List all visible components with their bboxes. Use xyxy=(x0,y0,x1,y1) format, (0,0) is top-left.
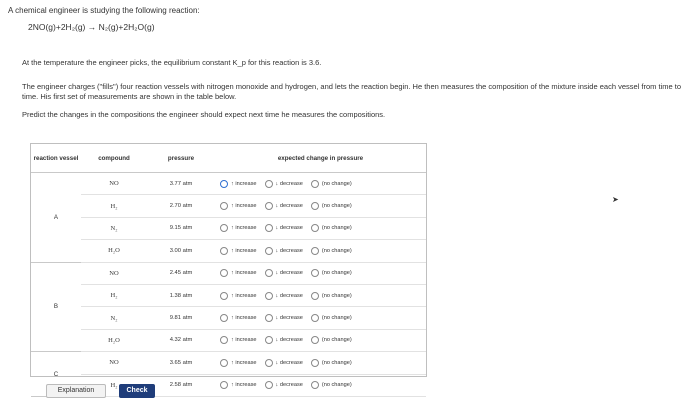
vessel-label: B xyxy=(31,262,81,352)
radio-option-decrease[interactable] xyxy=(265,314,303,322)
table-row xyxy=(31,352,426,374)
table-row xyxy=(31,240,426,262)
radio-button-icon[interactable] xyxy=(220,314,228,322)
pressure-cell: 3.00 atm xyxy=(147,240,215,262)
change-radio-group xyxy=(216,269,425,277)
radio-button-icon[interactable] xyxy=(220,269,228,277)
change-options-cell xyxy=(215,240,426,262)
change-radio-group xyxy=(216,292,425,300)
radio-option-label: ↓ decrease xyxy=(275,359,303,366)
change-options-cell xyxy=(215,173,426,195)
radio-button-icon[interactable] xyxy=(311,336,319,344)
radio-button-icon[interactable] xyxy=(311,247,319,255)
radio-option-label: (no change) xyxy=(321,270,352,277)
radio-button-icon[interactable] xyxy=(220,180,228,188)
radio-option-label: ↓ decrease xyxy=(275,337,303,344)
change-radio-group xyxy=(216,314,425,322)
radio-option-label: ↑ increase xyxy=(231,247,257,254)
radio-option-no-change[interactable] xyxy=(311,381,352,389)
composition-table xyxy=(31,144,426,397)
compound-cell: H₂O xyxy=(81,329,147,351)
radio-option-no-change[interactable] xyxy=(311,269,352,277)
radio-option-decrease[interactable] xyxy=(265,202,303,210)
radio-button-icon[interactable] xyxy=(265,247,273,255)
radio-option-increase[interactable] xyxy=(220,336,257,344)
table-row xyxy=(31,262,426,284)
predict-statement: Predict the changes in the compositions the engineer should expect next time he measures the compositions. xyxy=(22,110,386,119)
pressure-cell: 2.45 atm xyxy=(147,262,215,284)
pressure-cell: 1.38 atm xyxy=(147,284,215,306)
change-options-cell xyxy=(215,284,426,306)
radio-option-increase[interactable] xyxy=(220,359,257,367)
change-radio-group xyxy=(216,247,425,255)
radio-option-label: ↓ decrease xyxy=(275,180,303,187)
radio-option-no-change[interactable] xyxy=(311,202,352,210)
radio-option-label: ↑ increase xyxy=(231,337,257,344)
pressure-cell: 2.58 atm xyxy=(147,374,215,396)
vessel-label: C xyxy=(31,352,81,397)
radio-option-decrease[interactable] xyxy=(265,381,303,389)
radio-button-icon[interactable] xyxy=(265,381,273,389)
table-row xyxy=(31,173,426,195)
radio-option-label: ↓ decrease xyxy=(275,292,303,299)
radio-option-label: (no change) xyxy=(321,203,352,210)
radio-option-decrease[interactable] xyxy=(265,247,303,255)
radio-button-icon[interactable] xyxy=(220,336,228,344)
radio-option-label: (no change) xyxy=(321,180,352,187)
pressure-cell: 4.32 atm xyxy=(147,329,215,351)
radio-option-label: ↑ increase xyxy=(231,225,257,232)
radio-button-icon[interactable] xyxy=(311,269,319,277)
compound-cell: H₂ xyxy=(81,374,147,396)
change-radio-group xyxy=(216,381,425,389)
radio-button-icon[interactable] xyxy=(265,292,273,300)
pressure-cell: 2.70 atm xyxy=(147,195,215,217)
radio-option-label: ↑ increase xyxy=(231,315,257,322)
radio-button-icon[interactable] xyxy=(220,381,228,389)
radio-option-increase[interactable] xyxy=(220,269,257,277)
radio-option-label: ↑ increase xyxy=(231,203,257,210)
radio-option-label: (no change) xyxy=(321,292,352,299)
compound-cell: N₂ xyxy=(81,307,147,329)
radio-option-label: ↓ decrease xyxy=(275,247,303,254)
check-button[interactable]: Check xyxy=(119,384,155,398)
radio-button-icon[interactable] xyxy=(220,247,228,255)
radio-option-label: (no change) xyxy=(321,315,352,322)
radio-button-icon[interactable] xyxy=(265,336,273,344)
radio-option-decrease[interactable] xyxy=(265,224,303,232)
pressure-cell: 9.81 atm xyxy=(147,307,215,329)
radio-option-label: ↓ decrease xyxy=(275,270,303,277)
compound-cell: H₂ xyxy=(81,284,147,306)
radio-option-label: (no change) xyxy=(321,382,352,389)
radio-button-icon[interactable] xyxy=(311,314,319,322)
radio-option-increase[interactable] xyxy=(220,202,257,210)
table-row xyxy=(31,307,426,329)
radio-button-icon[interactable] xyxy=(311,180,319,188)
compound-cell: NO xyxy=(81,262,147,284)
change-options-cell xyxy=(215,352,426,374)
change-radio-group xyxy=(216,224,425,232)
radio-button-icon[interactable] xyxy=(311,381,319,389)
change-options-cell xyxy=(215,307,426,329)
mouse-cursor-icon: ➤ xyxy=(612,195,619,204)
radio-button-icon[interactable] xyxy=(311,202,319,210)
radio-button-icon[interactable] xyxy=(265,180,273,188)
vessel-label: A xyxy=(31,173,81,263)
change-options-cell xyxy=(215,374,426,396)
radio-option-label: ↓ decrease xyxy=(275,225,303,232)
pressure-cell: 3.77 atm xyxy=(147,173,215,195)
radio-option-increase[interactable] xyxy=(220,224,257,232)
radio-option-label: (no change) xyxy=(321,247,352,254)
radio-option-increase[interactable] xyxy=(220,381,257,389)
radio-option-label: (no change) xyxy=(321,337,352,344)
radio-option-label: ↓ decrease xyxy=(275,203,303,210)
header-pressure: pressure xyxy=(147,144,215,173)
radio-option-decrease[interactable] xyxy=(265,269,303,277)
radio-button-icon[interactable] xyxy=(220,292,228,300)
change-radio-group xyxy=(216,180,425,188)
radio-button-icon[interactable] xyxy=(220,224,228,232)
radio-option-decrease[interactable] xyxy=(265,359,303,367)
compound-cell: N₂ xyxy=(81,217,147,239)
change-radio-group xyxy=(216,336,425,344)
pressure-cell: 9.15 atm xyxy=(147,217,215,239)
k-statement: At the temperature the engineer picks, the equilibrium constant K_p for this reaction is 3.6. xyxy=(22,58,322,67)
radio-option-label: ↑ increase xyxy=(231,359,257,366)
radio-option-label: ↑ increase xyxy=(231,180,257,187)
table-row xyxy=(31,217,426,239)
radio-button-icon[interactable] xyxy=(265,202,273,210)
table-row xyxy=(31,329,426,351)
compound-cell: NO xyxy=(81,173,147,195)
explanation-button[interactable]: Explanation xyxy=(46,384,106,398)
radio-option-no-change[interactable] xyxy=(311,292,352,300)
radio-option-no-change[interactable] xyxy=(311,180,352,188)
change-options-cell xyxy=(215,329,426,351)
radio-button-icon[interactable] xyxy=(220,202,228,210)
radio-button-icon[interactable] xyxy=(311,224,319,232)
change-radio-group xyxy=(216,359,425,367)
header-compound: compound xyxy=(81,144,147,173)
header-vessel: reaction vessel xyxy=(31,144,81,173)
radio-option-decrease[interactable] xyxy=(265,336,303,344)
radio-option-decrease[interactable] xyxy=(265,180,303,188)
radio-option-increase[interactable] xyxy=(220,292,257,300)
radio-option-increase[interactable] xyxy=(220,247,257,255)
radio-option-label: ↑ increase xyxy=(231,270,257,277)
change-options-cell xyxy=(215,262,426,284)
compound-cell: H₂O xyxy=(81,240,147,262)
radio-button-icon[interactable] xyxy=(220,359,228,367)
radio-button-icon[interactable] xyxy=(265,314,273,322)
radio-option-label: ↓ decrease xyxy=(275,315,303,322)
radio-button-icon[interactable] xyxy=(311,292,319,300)
radio-button-icon[interactable] xyxy=(265,224,273,232)
compound-cell: NO xyxy=(81,352,147,374)
radio-option-label: ↓ decrease xyxy=(275,382,303,389)
fills-statement: The engineer charges ("fills") four reaction vessels with nitrogen monoxide and hydrogen, and lets the reaction begin. He then measures the composition of the mixture inside each vessel from time to time. His first set of measurements are shown in the table below. xyxy=(22,82,682,101)
radio-option-no-change[interactable] xyxy=(311,247,352,255)
radio-option-label: (no change) xyxy=(321,359,352,366)
radio-option-increase[interactable] xyxy=(220,314,257,322)
radio-option-no-change[interactable] xyxy=(311,359,352,367)
radio-option-no-change[interactable] xyxy=(311,336,352,344)
radio-option-no-change[interactable] xyxy=(311,314,352,322)
radio-option-label: (no change) xyxy=(321,225,352,232)
radio-button-icon[interactable] xyxy=(265,269,273,277)
radio-option-increase[interactable] xyxy=(220,180,257,188)
radio-option-label: ↑ increase xyxy=(231,292,257,299)
composition-table-panel xyxy=(30,143,427,389)
radio-option-decrease[interactable] xyxy=(265,292,303,300)
radio-option-no-change[interactable] xyxy=(311,224,352,232)
table-row xyxy=(31,284,426,306)
radio-button-icon[interactable] xyxy=(311,359,319,367)
reaction-equation: 2NO(g)+2H₂(g) → N₂(g)+2H₂O(g) xyxy=(28,22,155,32)
intro-text: A chemical engineer is studying the following reaction: xyxy=(8,6,200,15)
header-expected-change: expected change in pressure xyxy=(215,144,426,173)
radio-button-icon[interactable] xyxy=(265,359,273,367)
change-radio-group xyxy=(216,202,425,210)
compound-cell: H₂ xyxy=(81,195,147,217)
radio-option-label: ↑ increase xyxy=(231,382,257,389)
change-options-cell xyxy=(215,195,426,217)
pressure-cell: 3.65 atm xyxy=(147,352,215,374)
table-row xyxy=(31,195,426,217)
change-options-cell xyxy=(215,217,426,239)
